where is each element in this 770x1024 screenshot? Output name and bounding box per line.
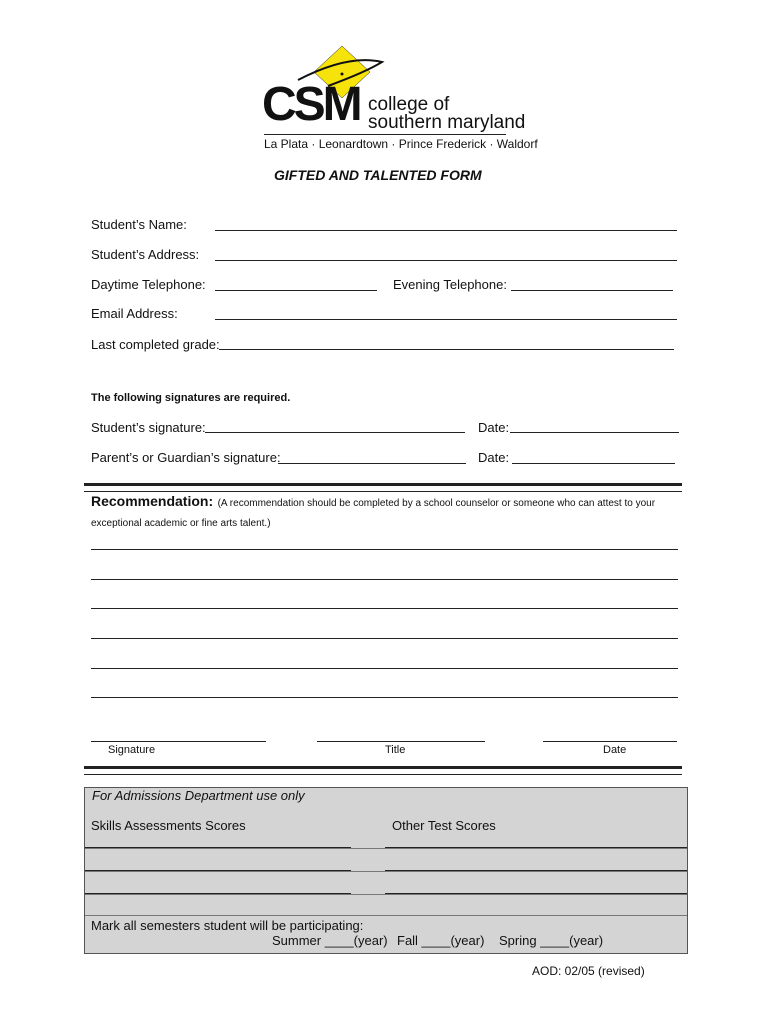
skills-score-field[interactable] [85,870,351,871]
admissions-heading: For Admissions Department use only [92,788,305,803]
student-signature-field[interactable] [205,432,465,433]
fall-option[interactable]: Fall ____(year) [397,933,485,948]
student-name-label: Student’s Name: [91,217,187,232]
signatures-heading: The following signatures are required. [91,392,291,404]
logo-divider [264,134,506,135]
daytime-phone-field[interactable] [215,290,377,291]
logo-name-line2: southern maryland [368,112,526,133]
parent-signature-label: Parent’s or Guardian’s signature: [91,450,281,465]
daytime-phone-label: Daytime Telephone: [91,277,206,292]
parent-signature-field[interactable] [278,463,466,464]
admissions-box [84,787,688,954]
recommendation-header [91,493,655,511]
parent-date-label: Date: [478,450,510,465]
recommendation-line[interactable] [91,638,678,639]
skills-scores-label: Skills Assessments Scores [91,818,246,833]
email-field[interactable] [215,319,677,320]
recommendation-line[interactable] [91,579,678,580]
skills-score-field[interactable] [85,847,351,848]
section-divider [84,766,682,775]
recommender-title-field[interactable] [317,741,485,742]
student-address-label: Student’s Address: [91,247,200,262]
recommendation-line[interactable] [91,549,678,550]
student-name-field[interactable] [215,230,677,231]
last-grade-label: Last completed grade: [91,337,220,352]
recommender-signature-label: Signature [108,744,156,756]
logo-name-line1: college of [368,94,450,115]
section-divider [84,483,682,492]
recommendation-line[interactable] [91,668,678,669]
skills-score-field[interactable] [85,893,351,894]
student-signature-label: Student’s signature: [91,420,206,435]
evening-phone-label: Evening Telephone: [393,277,507,292]
recommender-date-label: Date [603,744,627,756]
recommender-date-field[interactable] [543,741,677,742]
recommendation-line[interactable] [91,608,678,609]
admin-row-divider [85,894,687,895]
email-label: Email Address: [91,306,178,321]
revision-code: AOD: 02/05 (revised) [532,964,645,978]
recommendation-note: (A recommendation should be completed by a school counselor or someone who can attest to your [217,498,656,509]
student-date-field[interactable] [510,432,679,433]
admin-row-divider [85,848,687,849]
evening-phone-field[interactable] [511,290,673,291]
summer-option[interactable]: Summer ____(year) [272,933,388,948]
admin-row-divider [85,915,687,916]
student-address-field[interactable] [215,260,677,261]
last-grade-field[interactable] [219,349,674,350]
spring-option[interactable]: Spring ____(year) [499,933,604,948]
parent-date-field[interactable] [512,463,675,464]
recommendation-line[interactable] [91,697,678,698]
admin-row-divider [85,871,687,872]
student-date-label: Date: [478,420,510,435]
logo-locations: La Plata · Leonardtown · Prince Frederick · Waldorf [264,137,538,151]
semesters-label: Mark all semesters student will be participating: [91,918,364,933]
form-title: GIFTED AND TALENTED FORM [274,167,482,183]
recommendation-label: Recommendation: [91,493,214,509]
recommendation-note-2: exceptional academic or fine arts talent.) [91,518,271,529]
recommender-signature-field[interactable] [91,741,266,742]
other-score-field[interactable] [385,847,687,848]
logo-abbr: CSM [262,78,360,131]
other-score-field[interactable] [385,870,687,871]
recommender-title-label: Title [385,744,406,756]
other-score-field[interactable] [385,893,687,894]
other-scores-label: Other Test Scores [392,818,496,833]
